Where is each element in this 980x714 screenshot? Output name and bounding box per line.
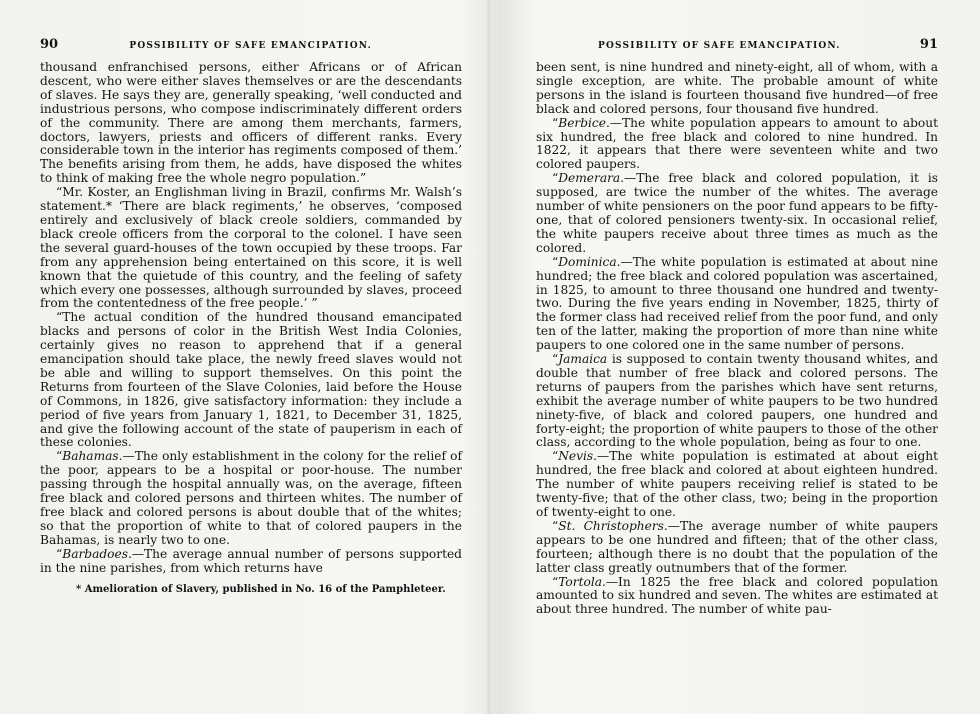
colony-text: —The white population is estimated at about eight hundred, the free black and colored at about eighteen hundred. The number of white paupers receiving relief is stated to be twenty-five; that of the other class, two; being in the proportion of twenty-eight to one. <box>536 449 938 519</box>
colony-text: —In 1825 the free black and colored population amounted to six hundred and seven. The whites are estimated at about three hundred. The number of white pau- <box>536 574 938 617</box>
left-paragraph: “Mr. Koster, an Englishman living in Brazil, confirms Mr. Walsh’s statement.* ‘There are black regiments,’ he observes, ‘composed entirely and exclusively of black creole soldiers, commanded by black creole officers from the corporal to the colonel. I have seen the several guard-houses of the town occupied by these troops. Far from any apprehension being entertained on this score, it is well known that the quietude of this country, and the feeling of safety which every one possesses, although surrounded by slaves, proceed from the contentedness of the free people.’ ” <box>40 185 462 311</box>
right-page-number: 91 <box>919 37 938 52</box>
colony-entry: “Bahamas.—The only establishment in the colony for the relief of the poor, appears to be a hospital or poor-house. The number passing through the hospital annually was, on the average, fifteen free black and colored persons and thirteen whites. The number of free black and colored persons is about double that of the whites; so that the proportion of white to that of colored paupers in the Bahamas, is nearly two to one. <box>40 449 462 547</box>
colony-entry: “Nevis.—The white population is estimated at about eight hundred, the free black and colored at about eighteen hundred. The number of white paupers receiving relief is stated to be twenty-five; that of the other class, two; being in the proportion of twenty-eight to one. <box>536 449 938 519</box>
left-paragraph: “The actual condition of the hundred thousand emancipated blacks and persons of color in the British West India Colonies, certainly gives no reason to apprehend that if a general emancipation should take place, the newly freed slaves would not be able and willing to support themselves. On this point the Returns from fourteen of the Slave Colonies, laid before the House of Commons, in 1826, give satisfactory information: they include a period of five years from January 1, 1821, to December 31, 1825, and give the following account of the state of pauperism in each of these colonies. <box>40 310 462 450</box>
colony-label: Tortola. <box>558 574 606 589</box>
colony-text: —The average annual number of persons supported in the nine parishes, from which returns have <box>40 546 462 575</box>
left-running-title: POSSIBILITY OF SAFE EMANCIPATION. <box>129 41 372 51</box>
colony-label: Berbice. <box>558 115 610 130</box>
colony-label: Bahamas. <box>62 449 123 464</box>
footnote: * Amelioration of Slavery, published in No. 16 of the Pamphleteer. <box>76 583 446 595</box>
colony-entry: “Dominica.—The white population is estimated at about nine hundred; the free black and colored population was ascertained, in 1825, to amount to three thousand one hundred and twenty-two. During the five years ending in November, 1825, thirty of the former class had received relief from the poor fund, and only ten of the latter, making the proportion of more than nine white paupers to one colored one in the same number of persons. <box>536 254 938 353</box>
colony-text: —The white population is estimated at about nine hundred; the free black and colored population was ascertained, in 1825, to amount to three thousand one hundred and twenty-two. During the five years ending in November, 1825, thirty of the former class had received relief from the poor fund, and only ten of the latter, making the proportion of more than nine white paupers to one colored one in the same number of persons. <box>536 254 938 353</box>
colony-entry: “Berbice.—The white population appears to amount to about six hundred, the free black and colored to nine hundred. In 1822, it appears that there were seventeen white and two colored paupers. <box>536 115 938 172</box>
colony-text: —The free black and colored population, it is supposed, are twice the number of the whites. The average number of white pensioners on the poor fund appears to be fifty-one, that of colored pensioners twenty-six. In occasional relief, the white paupers receive about three times as much as the colored. <box>536 171 938 255</box>
left-page-number: 90 <box>40 37 59 52</box>
colony-text: is supposed to contain twenty thousand whites, and double that number of free black and colored persons. The returns of paupers from the parishes which have sent returns, exhibit the average number of white paupers to be two hundred ninety-five, of black and colored paupers, one hundred and forty-eight; the proportion of white paupers to those of the other class, according to the whole population, being as four to one. <box>536 352 938 450</box>
colony-text: —The average number of white paupers appears to be one hundred and fifteen; that of the other class, fourteen; although there is no doubt that the population of the latter class greatly outnumbers that of the former. <box>536 518 939 575</box>
colony-entry: “St. Christophers.—The average number of white paupers appears to be one hundred and fifteen; that of the other class, fourteen; although there is no doubt that the population of the latter class greatly outnumbers that of the former. <box>536 518 939 575</box>
colony-entry: “Tortola.—In 1825 the free black and colored population amounted to six hundred and seven. The whites are estimated at about three hundred. The number of white pau- <box>536 574 938 617</box>
colony-label: Jamaica <box>558 352 608 367</box>
left-page <box>40 38 462 704</box>
left-paragraph: thousand enfranchised persons, either Africans or of African descent, who were either slaves themselves or are the descendants of slaves. He says they are, generally speaking, ‘well conducted and industrious persons, who compose indiscriminately different orders of the community. There are among them merchants, farmers, doctors, lawyers, priests and officers of different ranks. Every considerable town in the interior has regiments composed of them.’ The benefits arising from them, he adds, have disposed the whites to think of making free the whole negro population.” <box>40 60 462 186</box>
colony-label: Demerara. <box>558 171 625 186</box>
colony-label: Dominica. <box>558 254 621 269</box>
right-running-head <box>536 38 938 54</box>
book-gutter <box>486 0 492 714</box>
colony-entry: “Jamaica is supposed to contain twenty thousand whites, and double that number of free black and colored persons. The returns of paupers from the parishes which have sent returns, exhibit the average number of white paupers to be two hundred ninety-five, of black and colored paupers, one hundred and forty-eight; the proportion of white paupers to those of the other class, according to the whole population, being as four to one. <box>536 352 938 450</box>
colony-entry: “Demerara.—The free black and colored population, it is supposed, are twice the number of the whites. The average number of white pensioners on the poor fund appears to be fifty-one, that of colored pensioners twenty-six. In occasional relief, the white paupers receive about three times as much as the colored. <box>536 171 938 255</box>
colony-entry: “Barbadoes.—The average annual number of persons supported in the nine parishes, from which returns have <box>40 546 462 575</box>
left-running-head <box>40 38 462 54</box>
colony-label: Barbadoes. <box>62 546 132 561</box>
right-running-title: POSSIBILITY OF SAFE EMANCIPATION. <box>598 41 841 51</box>
colony-label: Nevis. <box>558 449 598 464</box>
right-page <box>536 38 938 704</box>
colony-label: St. Christophers. <box>558 518 668 533</box>
colony-text: —The white population appears to amount to about six hundred, the free black and colored to nine hundred. In 1822, it appears that there were seventeen white and two colored paupers. <box>536 115 938 172</box>
right-paragraph: been sent, is nine hundred and ninety-eight, all of whom, with a single exception, are white. The probable amount of white persons in the island is fourteen thousand five hundred—of free black and colored persons, four thousand five hundred. <box>536 60 938 116</box>
colony-text: —The only establishment in the colony for the relief of the poor, appears to be a hospital or poor-house. The number passing through the hospital annually was, on the average, fifteen free black and colored persons and thirteen whites. The number of free black and colored persons is about double that of the whites; so that the proportion of white to that of colored paupers in the Bahamas, is nearly two to one. <box>40 449 462 547</box>
